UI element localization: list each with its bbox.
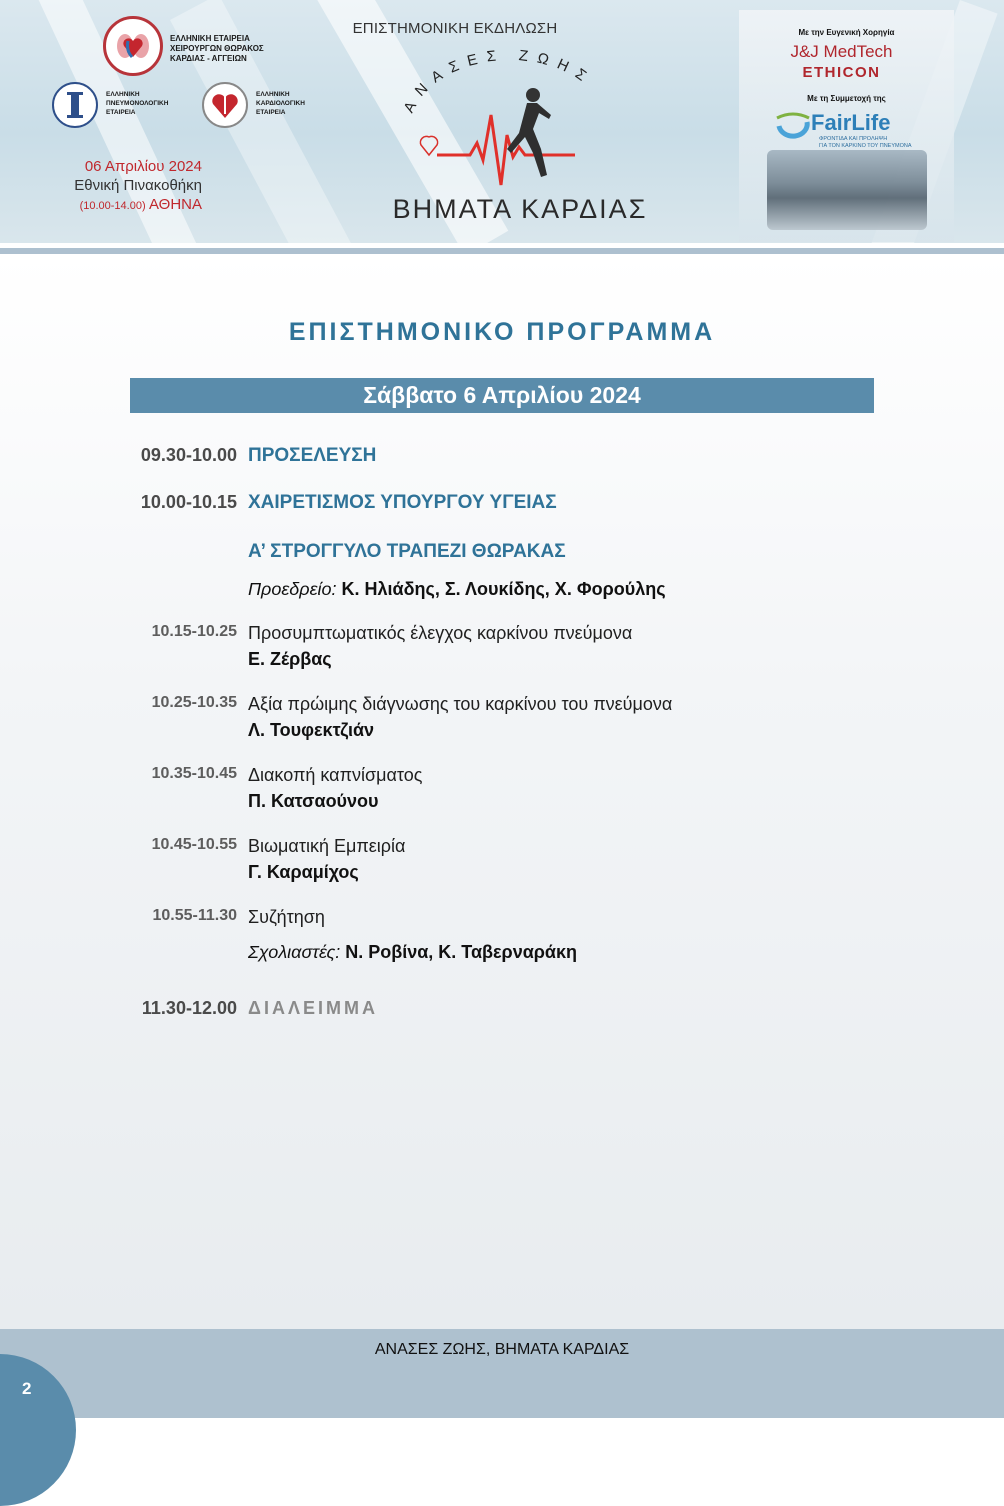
society-line: ΚΑΡΔΙΑΣ - ΑΓΓΕΙΩΝ [170,54,247,63]
logo-arc-text: ΑΝΑΣΕΣ ΖΩΗΣ [400,46,597,116]
cardiology-society-logo [202,82,248,128]
discussion-title: Συζήτηση [248,907,325,927]
grant-label: Με την Ευγενική Χορηγία [798,28,895,37]
event-time-city [40,195,202,216]
event-logo-title: ΒΗΜΑΤΑ ΚΑΡΔΙΑΣ [392,194,648,224]
talk-speaker: Λ. Τουφεκτζιάν [248,720,375,740]
society-line: ΠΝΕΥΜΟΝΟΛΟΓΙΚΗ [106,100,169,107]
page-number: 2 [22,1379,32,1398]
partner-name: FairLife [811,110,891,135]
society-line: ΕΤΑΙΡΕΙΑ [106,109,136,116]
commentators-line [248,942,868,963]
society-line: ΕΤΑΙΡΕΙΑ [256,109,286,116]
talk-time: 10.15-10.25 [151,623,237,640]
program-title: ΕΠΙΣΤΗΜΟΝΙΚΟ ΠΡΟΓΡΑΜΜΑ [288,318,716,346]
discussion-time: 10.55-11.30 [152,907,237,924]
footer-title: ΑΝΑΣΕΣ ΖΩΗΣ, ΒΗΜΑΤΑ ΚΑΡΔΙΑΣ [374,1341,630,1358]
event-type: ΕΠΙΣΤΗΜΟΝΙΚΗ ΕΚΔΗΛΩΣΗ [352,20,558,37]
tagline-line: ΦΡΟΝΤΙΔΑ ΚΑΙ ΠΡΟΛΗΨΗ [819,136,888,142]
event-venue: Εθνική Πινακοθήκη [74,177,202,194]
fairlife-swoosh-icon [775,110,811,140]
chairs-names: Κ. Ηλιάδης, Σ. Λουκίδης, Χ. Φορούλης [341,579,666,599]
session-time: 09.30-10.00 [140,445,237,465]
chairs-line [248,579,868,600]
event-date: 06 Απριλίου 2024 [84,158,202,175]
column-icon [54,84,96,126]
break-time: 11.30-12.00 [141,998,237,1018]
talk-time: 10.25-10.35 [151,694,237,711]
talk-speaker: Γ. Καραμίχος [248,862,359,882]
national-gallery-photo [767,150,927,230]
sponsor-name: J&J MedTech [790,42,893,61]
event-city: ΑΘΗΝΑ [148,196,202,213]
heart-icon [204,84,246,126]
talk-speaker: Ε. Ζέρβας [248,649,332,669]
thoracic-surgeons-society-logo [103,16,163,76]
society-line: ΕΛΛΗΝΙΚΗ [256,91,290,98]
sponsor-brand: ETHICON [802,64,881,81]
talk-title: Αξία πρώιμης διάγνωσης του καρκίνου του πνεύμονα [248,694,673,714]
commentators-label: Σχολιαστές: [248,942,341,962]
runner-heartbeat-icon [415,85,595,195]
society-line: ΕΛΛΗΝΙΚΗ [106,91,140,98]
event-info [40,157,202,216]
break-label: ΔΙΑΛΕΙΜΜΑ [248,998,378,1018]
talk-title: Προσυμπτωματικός έλεγχος καρκίνου πνεύμονα [248,623,633,643]
session-label: ΠΡΟΣΕΛΕΥΣΗ [248,445,377,466]
society-line: ΧΕΙΡΟΥΡΓΩΝ ΘΩΡΑΚΟΣ [170,44,264,53]
pneumonology-society-logo [52,82,98,128]
society-line: ΕΛΛΗΝΙΚΗ ΕΤΑΙΡΕΙΑ [170,34,250,43]
talk-time: 10.35-10.45 [151,765,237,782]
society-name-3 [256,90,305,117]
talk-speaker: Π. Κατσαούνου [248,791,379,811]
participation-label: Με τη Συμμετοχή της [807,94,886,103]
talk-title: Διακοπή καπνίσματος [248,765,423,785]
round-table-title: Α’ ΣΤΡΟΓΓΥΛΟ ΤΡΑΠΕΖΙ ΘΩΡΑΚΑΣ [248,541,566,562]
society-line: ΚΑΡΔΙΟΛΟΓΙΚΗ [256,100,305,107]
society-name-2 [106,90,168,117]
partner-tagline [819,136,912,150]
day-banner: Σάββατο 6 Απριλίου 2024 [130,378,874,413]
talk-title: Βιωματική Εμπειρία [248,836,406,856]
session-time: 10.00-10.15 [140,492,237,512]
heart-lungs-icon [106,19,160,73]
chairs-label: Προεδρείο: [248,579,337,599]
header-banner [0,0,1004,243]
talk-time: 10.45-10.55 [151,836,237,853]
sponsor-panel [739,10,954,242]
commentators-names: Ν. Ροβίνα, Κ. Ταβερναράκη [345,942,578,962]
tagline-line: ΓΙΑ ΤΟΝ ΚΑΡΚΙΝΟ ΤΟΥ ΠΝΕΥΜΟΝΑ [819,143,912,149]
event-hours: (10.00-14.00) [79,200,146,212]
footer [0,1329,1004,1418]
session-label: ΧΑΙΡΕΤΙΣΜΟΣ ΥΠΟΥΡΓΟΥ ΥΓΕΙΑΣ [248,492,557,513]
society-name-1 [170,34,264,64]
